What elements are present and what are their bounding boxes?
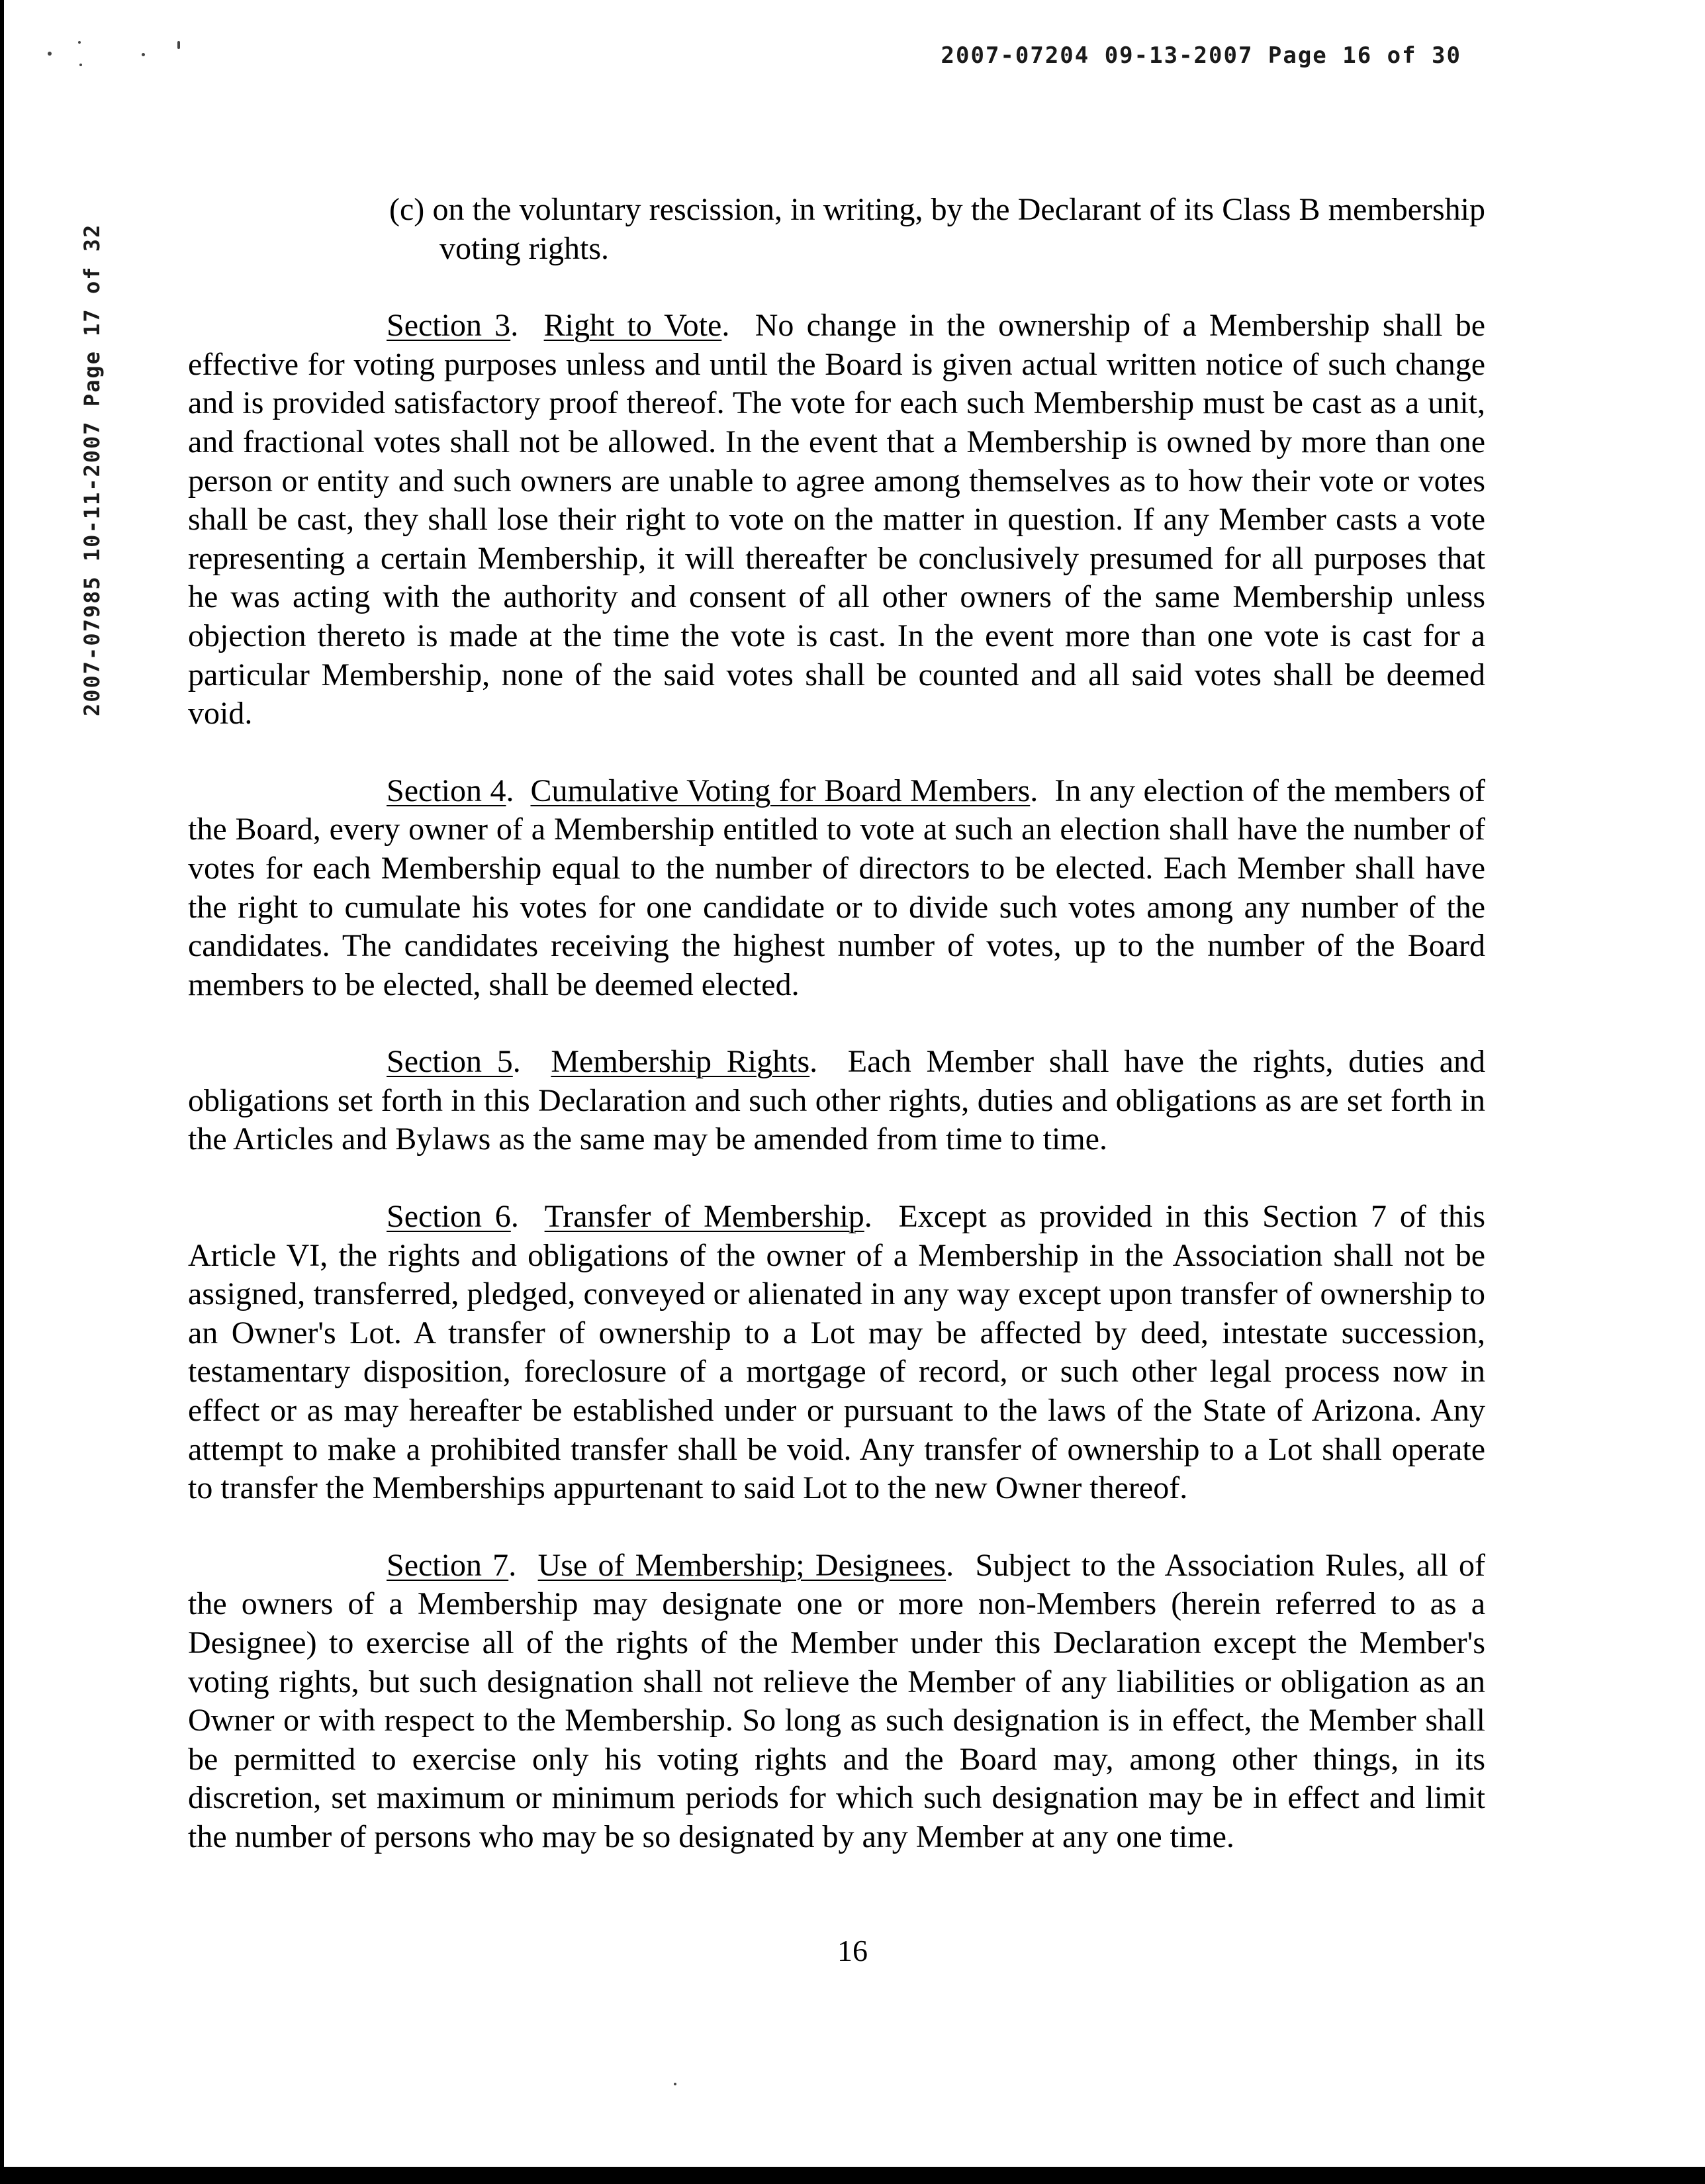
scan-speck bbox=[674, 2083, 676, 2085]
section-text: No change in the ownership of a Membership shall be effective for voting purposes unless and until the Board is given actual written notice of such change and is provided satisfactory proof thereof. The vote for each such Membership must be cast as a unit, and fractional votes shall not be allowed. In the event that a Membership is owned by more than one person or entity and such owners are unable to agree among themselves as to how their vote or votes shall be cast, they shall lose their right to vote on the matter in question. If any Member casts a vote representing a certain Membership, it will thereafter be conclusively presumed for all purposes that he was acting with the authority and consent of all other owners of the same Membership unless objection thereto is made at the time the vote is cast. In the event more than one vote is cast for a particular Membership, none of the said votes shall be counted and all said votes shall be deemed void. bbox=[188, 308, 1486, 732]
section-title: Use of Membership; Designees bbox=[537, 1547, 946, 1583]
section-number: Section 3 bbox=[387, 308, 511, 344]
section-text: Subject to the Association Rules, all of the owners of a Membership may designate one or more non-Members (herein referred to as a Designee) to exercise all of the rights of the Member under this Declaration except the Member's voting rights, but such designation shall not relieve the Member of any liabilities or obligation as an Owner or with respect to the Membership. So long as such designation is in effect, the Member shall be permitted to exercise only his voting rights and the Board may, among other things, in its discretion, set maximum or minimum periods for which such designation may be in effect and limit the number of persons who may be so designated by any Member at any one time. bbox=[188, 1547, 1486, 1854]
clause-label: (c) bbox=[389, 192, 425, 227]
section-5: Section 5. Membership Rights. Each Member shall have the rights, duties and obligations set forth in this Declaration and such other rights, duties and obligations as are set forth in the Articles and Bylaws as the same may be amended from time to time. bbox=[188, 1044, 1486, 1157]
section-6: Section 6. Transfer of Membership. Except as provided in this Section 7 of this Article VI, the rights and obligations of the owner of a Membership in the Association shall not be assigned, transferred, pledged, conveyed or alienated in any way except upon transfer of ownership to an Owner's Lot. A transfer of ownership to a Lot may be affected by deed, intestate succession, testamentary disposition, foreclosure of a mortgage of record, or such other legal process now in effect or as may hereafter be established under or pursuant to the laws of the State of Arizona. Any attempt to make a prohibited transfer shall be void. Any transfer of ownership to a Lot shall operate to transfer the Memberships appurtenant to said Lot to the new Owner thereof. bbox=[188, 1199, 1486, 1506]
section-title: Right to Vote bbox=[543, 308, 722, 344]
clause-c bbox=[188, 191, 1485, 268]
section-title: Transfer of Membership bbox=[544, 1199, 864, 1235]
section-title: Membership Rights bbox=[551, 1044, 810, 1080]
section-number: Section 7 bbox=[387, 1547, 509, 1583]
section-7: Section 7. Use of Membership; Designees. Subject to the Association Rules, all of the owners of a Membership may designate one or more non-Members (herein referred to as a Designee) to exercise all of the rights of the Member under this Declaration except the Member's voting rights, but such designation shall not relieve the Member of any liabilities or obligation as an Owner or with respect to the Membership. So long as such designation is in effect, the Member shall be permitted to exercise only his voting rights and the Board may, among other things, in its discretion, set maximum or minimum periods for which such designation may be in effect and limit the number of persons who may be so designated by any Member at any one time. bbox=[188, 1547, 1486, 1854]
section-4: Section 4. Cumulative Voting for Board Members. In any election of the members of the Board, every owner of a Membership entitled to vote at such an election shall have the number of votes for each Membership equal to the number of directors to be elected. Each Member shall have the right to cumulate his votes for one candidate or to divide such votes among any number of the candidates. The candidates receiving the highest number of votes, up to the number of the Board members to be elected, shall be deemed elected. bbox=[188, 773, 1486, 1002]
section-number: Section 6 bbox=[387, 1199, 511, 1235]
section-title: Cumulative Voting for Board Members bbox=[530, 773, 1031, 808]
clause-text: on the voluntary rescission, in writing, by the Declarant of its Class B membership voting rights. bbox=[432, 192, 1485, 266]
page-number: 16 bbox=[837, 1934, 868, 1968]
document-body bbox=[188, 191, 1485, 1895]
section-text: Each Member shall have the rights, duties and obligations set forth in this Declaration and such other rights, duties and obligations as are set forth in the Articles and Bylaws as the same may be amended from time to time. bbox=[188, 1044, 1486, 1157]
scan-left-border bbox=[0, 0, 4, 2184]
scan-bottom-border bbox=[0, 2167, 1705, 2184]
section-3: Section 3. Right to Vote. No change in the ownership of a Membership shall be effective for voting purposes unless and until the Board is given actual written notice of such change and is provided satisfactory proof thereof. The vote for each such Membership must be cast as a unit, and fractional votes shall not be allowed. In the event that a Membership is owned by more than one person or entity and such owners are unable to agree among themselves as to how their vote or votes shall be cast, they shall lose their right to vote on the matter in question. If any Member casts a vote representing a certain Membership, it will thereafter be conclusively presumed for all purposes that he was acting with the authority and consent of all other owners of the same Membership unless objection thereto is made at the time the vote is cast. In the event more than one vote is cast for a particular Membership, none of the said votes shall be counted and all said votes shall be deemed void. bbox=[188, 308, 1486, 732]
section-number: Section 5 bbox=[387, 1044, 513, 1080]
recording-header-stamp: 2007-07204 09-13-2007 Page 16 of 30 bbox=[941, 42, 1461, 69]
section-text: In any election of the members of the Board, every owner of a Membership entitled to vote at such an election shall have the number of votes for each Membership equal to the number of directors to be elected. Each Member shall have the right to cumulate his votes for one candidate or to divide such votes among any number of the candidates. The candidates receiving the highest number of votes, up to the number of the Board members to be elected, shall be deemed elected. bbox=[188, 773, 1486, 1002]
section-text: Except as provided in this Section 7 of this Article VI, the rights and obligations of the owner of a Membership in the Association shall not be assigned, transferred, pledged, conveyed or alienated in any way except upon transfer of ownership to an Owner's Lot. A transfer of ownership to a Lot may be affected by deed, intestate succession, testamentary disposition, foreclosure of a mortgage of record, or such other legal process now in effect or as may hereafter be established under or pursuant to the laws of the State of Arizona. Any attempt to make a prohibited transfer shall be void. Any transfer of ownership to a Lot shall operate to transfer the Memberships appurtenant to said Lot to the new Owner thereof. bbox=[188, 1199, 1486, 1506]
recording-side-stamp: 2007-07985 10-11-2007 Page 17 of 32 bbox=[79, 223, 105, 716]
scan-speck bbox=[177, 41, 180, 49]
scan-speck bbox=[48, 52, 52, 56]
section-number: Section 4 bbox=[387, 773, 506, 808]
scan-speck bbox=[142, 53, 145, 56]
